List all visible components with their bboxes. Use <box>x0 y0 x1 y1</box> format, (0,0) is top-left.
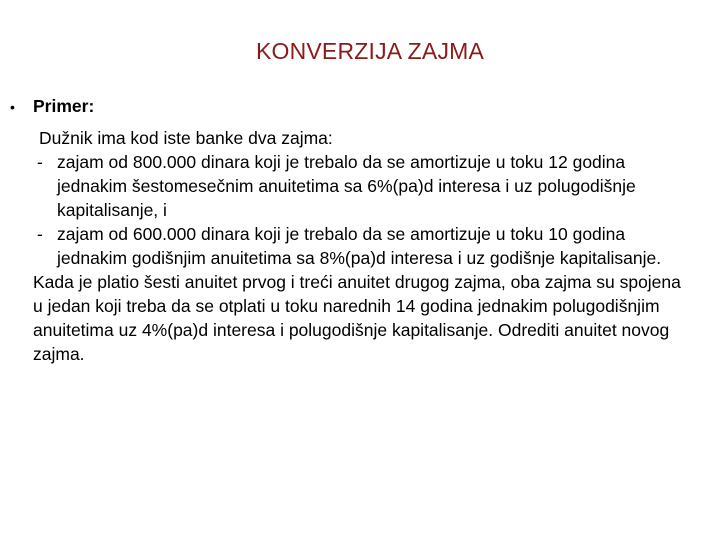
intro-text: Dužnik ima kod iste banke dva zajma: <box>39 128 333 148</box>
loan-item-text: zajam od 600.000 dinara koji je trebalo da se amortizuje u toku 10 godina jednakim godišnjim anuitetima sa 8%(pa)d interesa i uz godišnje kapitalisanje. <box>57 224 662 268</box>
loan-item-1 <box>33 150 693 222</box>
bullet-dot-icon: • <box>10 99 15 115</box>
bullet-label: Primer: <box>33 96 95 116</box>
dash-marker: - <box>37 224 43 244</box>
loan-item-text: zajam od 800.000 dinara koji je trebalo da se amortizuje u toku 12 godina jednakim šestomesečnim anuitetima sa 6%(pa)d interesa i uz polugodišnje kapitalisanje, i <box>57 152 636 220</box>
loan-item-2 <box>33 222 693 270</box>
closing-text: Kada je platio šesti anuitet prvog i treći anuitet drugog zajma, oba zajma su spojena u jedan koji treba da se otplati u toku narednih 14 godina jednakim polugodišnjim anuitetima uz 4%(pa)d interesa i polugodišnje kapitalisanje. Odrediti anuitet novog zajma. <box>33 272 681 364</box>
dash-marker: - <box>37 152 43 172</box>
bullet-primer <box>10 96 94 117</box>
problem-body <box>33 126 693 366</box>
slide-title: KONVERZIJA ZAJMA <box>255 38 485 64</box>
